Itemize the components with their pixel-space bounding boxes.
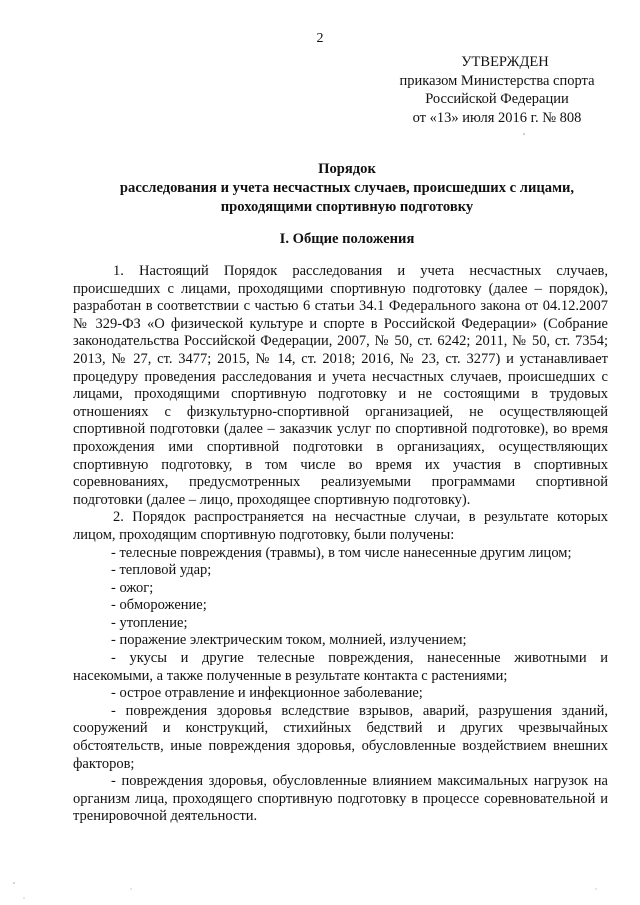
list-item: - повреждения здоровья, обусловленные влиянием максимальных нагрузок на организм лица, проходящего спортивную подготовку в процессе соревновательной и тренировочной деятельности. (73, 773, 608, 825)
document-title-line-3: проходящими спортивную подготовку (220, 198, 474, 215)
approval-title: УТВЕРЖДЕН (461, 54, 549, 70)
list-item: - тепловой удар; (111, 562, 212, 579)
section-heading: I. Общие положения (279, 231, 415, 247)
list-item: - ожог; (111, 579, 154, 596)
list-item: - поражение электрическим током, молнией, излучением; (111, 632, 467, 649)
list-item: - телесные повреждения (травмы), в том числе нанесенные другим лицом; (111, 544, 572, 561)
approval-line-order: приказом Министерства спорта (399, 72, 595, 89)
paragraph-1: 1. Настоящий Порядок расследования и учета несчастных случаев, происшедших с лицами, проходящими спортивную подготовку (далее – порядок), разработан в соответствии с частью 6 статьи 34.1 Федерального закона от 04.12.2007 № 329-ФЗ «О физической культуре и спорте в Российской Федерации» (Собрание законодательства Российской Федерации, 2007, № 50, ст. 6242; 2011, № 50, ст. 7354; 2013, № 27, ст. 3477; 2015, № 14, ст. 2018; 2016, № 23, ст. 3277) и устанавливает процедуру проведения расследования и учета несчастных случаев, происшедших с лицами, проходящими спортивную подготовку и не состоящими в трудовых отношениях с физкультурно-спортивной организацией, не осуществляющей спортивной подготовки (далее – заказчик услуг по спортивной подготовке), во время прохождения ими спортивной подготовки в организациях, осуществляющих спортивную подготовку, в том числе во время их участия в спортивных соревнованиях, предусмотренных реализуемыми программами спортивной подготовки (далее – лицо, проходящее спортивную подготовку). (73, 263, 608, 508)
list-item: - утопление; (111, 614, 188, 631)
approval-line-date: от «13» июля 2016 г. № 808 (412, 109, 582, 126)
document-title-line-2: расследования и учета несчастных случаев, происшедших с лицами, (119, 179, 575, 196)
list-item: - укусы и другие телесные повреждения, нанесенные животными и насекомыми, а также полученные в результате контакта с растениями; (73, 650, 608, 684)
approval-line-ministry: Российской Федерации (425, 91, 569, 107)
document-title-line-1: Порядок (318, 161, 376, 177)
list-item: - острое отравление и инфекционное заболевание; (111, 685, 423, 702)
paragraph-2: 2. Порядок распространяется на несчастные случаи, в результате которых лицом, проходящим спортивную подготовку, были получены: (73, 509, 608, 543)
list-item: - повреждения здоровья вследствие взрывов, аварий, разрушения зданий, сооружений и конструкций, стихийных бедствий и других чрезвычайных обстоятельств, иные повреждения здоровья, обусловленные воздействием внешних факторов; (73, 702, 608, 772)
approval-stamp (378, 53, 616, 127)
document-title (80, 160, 614, 216)
list-item: - обморожение; (111, 597, 207, 614)
document-body (73, 263, 608, 826)
page-number: 2 (316, 31, 324, 46)
